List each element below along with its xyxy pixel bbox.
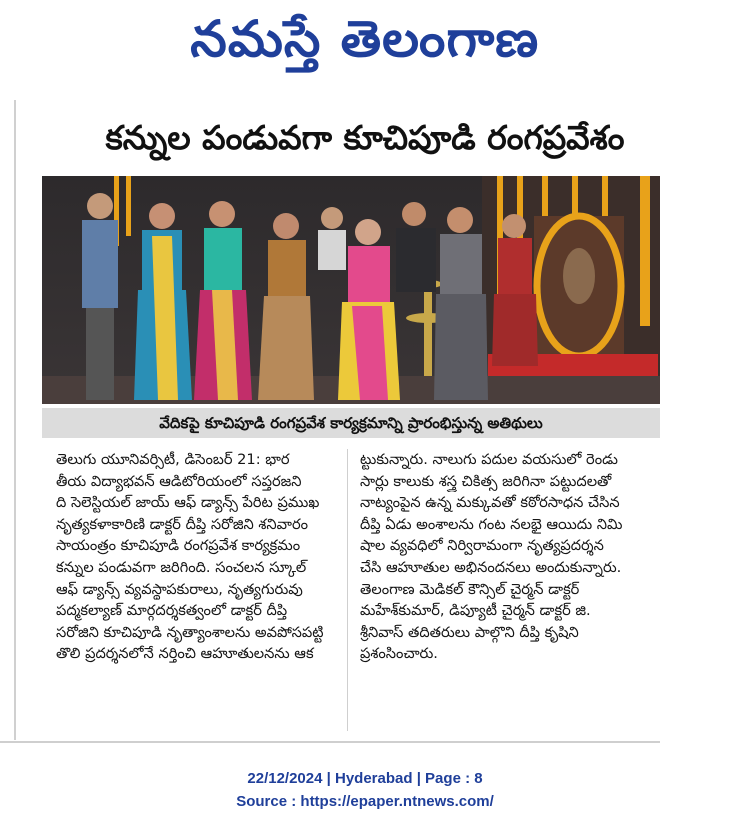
body-line: నాట్యంపైన ఉన్న మక్కువతో కఠోరసాధన చేసిన [360, 494, 620, 512]
body-line: ఆఫ్ డ్యాన్స్ వ్యవస్థాపకురాలు, నృత్యగురువు [56, 580, 303, 598]
bottom-rule [0, 741, 660, 743]
body-line: సార్లు కాలుకు శస్త్ర చికిత్స జరిగినా పట్టుదలతో [360, 472, 612, 490]
body-line: చేసి ఆహూతుల అభినందనలు అందుకున్నారు. [360, 558, 622, 576]
body-line: కన్నుల పండువగా జరిగింది. సంచలన స్కూల్ [56, 558, 307, 576]
article-body-right-column [360, 449, 660, 665]
body-line: తెలంగాణ మెడికల్ కౌన్సిల్ చైర్మన్ డాక్టర్ [360, 580, 580, 598]
left-border-rule [14, 100, 16, 740]
body-line: మహేశ్‌కుమార్, డిప్యూటీ చైర్మన్ డాక్టర్ జి. [360, 602, 591, 620]
newspaper-masthead [0, 4, 730, 74]
body-line: పద్మకల్యాణ్ మార్గదర్శకత్వంలో డాక్టర్ దీప్తి [56, 602, 288, 620]
body-line: సాయంత్రం కూచిపూడి రంగప్రవేశ కార్యక్రమం [56, 537, 301, 555]
body-line: తెలుగు యూనివర్సిటీ, డిసెంబర్ 21: భార [56, 451, 290, 468]
body-line: సరోజిని కూచిపూడి నృత్యాంశాలను అవపోసపట్టి [56, 623, 324, 641]
body-line: ది సెలెస్టియల్ జాయ్ ఆఫ్ డ్యాన్స్ పేరిట ప్రముఖ [56, 494, 320, 512]
body-line: దీప్తి ఏడు అంశాలను గంట నలభై ఆయిదు నిమి [360, 515, 623, 533]
body-line: నృత్యకళాకారిణి డాక్టర్ దీప్తి సరోజిని శనివారం [56, 515, 309, 533]
masthead-title: నమస్తే తెలంగాణ [190, 10, 540, 68]
body-line: షాల వ్యవధిలో నిర్విరామంగా నృత్యప్రదర్శన [360, 537, 604, 555]
body-line: తీయ విద్యాభవన్ ఆడిటోరియంలో సప్తరజని [56, 472, 302, 490]
footer-date-location: 22/12/2024 | Hyderabad | Page : 8 [247, 770, 483, 787]
article-body-left-column [56, 449, 338, 665]
footer-source: Source : https://epaper.ntnews.com/ [236, 793, 494, 810]
body-line: ట్టుకున్నారు. నాలుగు పదుల వయసులో రెండు [360, 451, 618, 468]
photo-caption: వేదికపై కూచిపూడి రంగప్రవేశ కార్యక్రమాన్ని ప్రారంభిస్తున్న అతిథులు [42, 408, 660, 438]
body-line: శ్రీనివాస్ తదితరులు పాల్గొని దీప్తి కృషిని [360, 623, 579, 641]
body-line: ప్రశంసించారు. [360, 645, 438, 663]
column-divider [347, 449, 348, 731]
article-headline: కన్నుల పండువగా కూచిపూడి రంగప్రవేశం [105, 118, 625, 157]
body-line: తొలి ప్రదర్శనలోనే నర్తించి ఆహూతులనను ఆక [56, 645, 314, 663]
article-photo [42, 176, 660, 404]
